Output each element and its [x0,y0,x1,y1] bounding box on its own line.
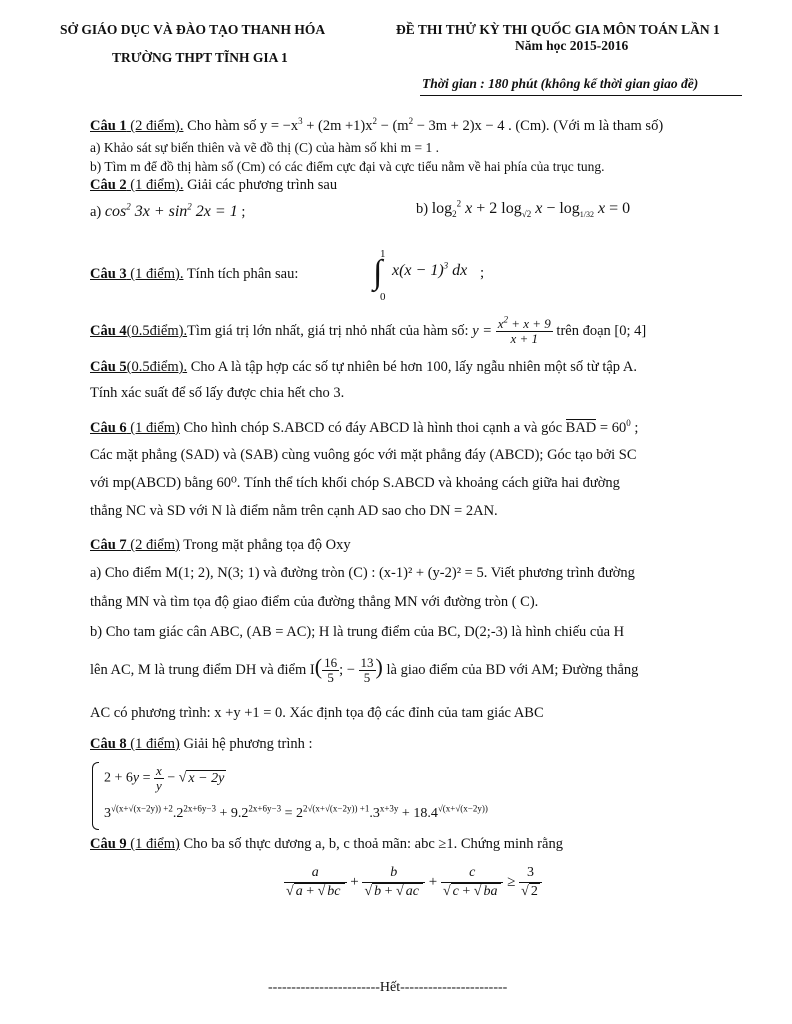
school-year: Năm học 2015-2016 [515,38,629,53]
q1-fn-var: (Cm). [515,118,550,134]
q7-a-line1: a) Cho điểm M(1; 2), N(3; 1) và đường tròn (C) : (x-1)² + (y-2)² = 5. Viết phương trình đường [90,565,635,581]
q7-b-line2 [90,656,638,685]
q7-b2-post: là giao điểm của BD với AM; Đường thẳng [386,662,639,678]
q7-a-line2: thẳng MN và tìm tọa độ giao điểm của đường thẳng MN với đường tròn ( C). [90,594,539,610]
school-name: TRƯỜNG THPT TĨNH GIA 1 [112,50,288,65]
q1-label: Câu 1 [90,118,127,134]
q8-equation-2: $3^{√(x+√(x-2y)) +2}.2^{2x+6y-3} + 9.2^{2x+6y-3} = 2^{2√(x+√(x-2y)) +1}.3^{x+3y} + 18.4^{√(x+√(x-2y))}$ [104,803,488,821]
q2a-equation: $\cos^2 3x + \sin^2 2x = 1$ [104,201,238,220]
q7-point-i: I( $\frac{16}{5}$ ; − $\frac{13}{5}$ ) [309,654,383,686]
q7-b-line3: AC có phương trình: x +y +1 = 0. Xác định tọa độ các đỉnh của tam giác ABC [90,705,544,721]
q3-upper-limit: 1 [380,248,386,260]
q4-range: trên đoạn [0; 4] [552,322,647,339]
q6-label: Câu 6 [90,420,127,436]
q6-line1: Cho hình chóp S.ABCD có đáy ABCD là hình thoi cạnh a và góc [179,420,566,436]
q5-label: Câu 5 [90,359,127,375]
q3-text: Tính tích phân sau: [183,266,299,282]
q2-text: Giải các phương trình sau [183,177,338,193]
q8-equation-1: 2 + 6y = $\frac{x}{y}$ − √ x − 2y [104,763,225,793]
q6-angle: BAD = $60^0$ ; [565,418,639,436]
question-7 [90,535,351,556]
q2b-label: b) [416,201,429,217]
school-department: SỞ GIÁO DỤC VÀ ĐÀO TẠO THANH HÓA [60,22,326,37]
q1-note: (Với m là tham số) [549,118,664,134]
q4-text: Tìm giá trị lớn nhất, giá trị nhỏ nhất của hàm số: [187,322,473,339]
q1-text: Cho hàm số [183,118,260,134]
q4-function: y = $\frac{x^2 + x + 9}{x + 1}$ [472,314,551,346]
q3-points: (1 điểm). [126,266,184,282]
q9-label: Câu 9 [90,836,127,852]
question-3 [90,264,298,285]
exam-time: Thời gian : 180 phút (không kể thời gian giao đề) [422,76,699,91]
q1-part-b: b) Tìm m để đồ thị hàm số (Cm) có các điểm cực đại và cực tiểu nằm về hai phía của trục tung. [90,159,605,174]
q8-points: (1 điểm) [126,736,180,752]
q4-points: (0.5điểm). [126,322,188,339]
question-6 [90,418,638,439]
q8-text: Giải hệ phương trình : [179,736,313,752]
q6-line3: với mp(ABCD) bằng 60⁰. Tính thể tích khối chóp S.ABCD và khoảng cách giữa hai đường [90,475,620,491]
q7-b-line1: b) Cho tam giác cân ABC, (AB = AC); H là trung điểm của BC, D(2;-3) là hình chiếu của H [90,624,625,640]
question-2 [90,175,337,196]
q2a-label: a) [90,204,102,220]
q1-points: (2 điểm). [126,118,184,134]
question-4 [90,314,647,346]
q7-points: (2 điểm) [126,537,180,553]
system-brace [92,762,99,830]
integral-icon: ∫ [373,254,383,291]
question-9 [90,834,563,855]
q2-points: (1 điểm). [126,177,184,193]
q7-label: Câu 7 [90,537,127,553]
q8-label: Câu 8 [90,736,127,752]
exam-title: ĐỀ THI THỬ KỲ THI QUỐC GIA MÔN TOÁN LẦN 1 [396,22,720,37]
q5-line1: Cho A là tập hợp các số tự nhiên bé hơn 100, lấy ngẫu nhiên một số từ tập A. [187,359,637,375]
q6-points: (1 điểm) [126,420,180,436]
q5-points: (0.5điểm). [126,359,188,375]
q4-label: Câu 4 [90,322,127,339]
q6-line4: thẳng NC và SD với N là điểm nằm trên cạnh AD sao cho DN = 2AN. [90,503,498,519]
question-5 [90,357,637,378]
q1-function: $y = -x^3 + (2m +1)x^2 - (m^2 - 3m + 2)x - 4$ . [259,116,516,134]
q2b-equation: $\log_2^2 x + 2$ $\log_{√2} x - \log_{1/32} x = 0$ [431,198,631,220]
q7-b2-pre: lên AC, M là trung điểm DH và điểm [90,662,310,678]
question-8 [90,734,313,755]
q3-label: Câu 3 [90,266,127,282]
q3-lower-limit: 0 [380,291,386,303]
q9-text: Cho ba số thực dương a, b, c thoả mãn: abc ≥1. Chứng minh rằng [179,836,563,852]
q9-inequality: $\frac{a}{√ a + √ bc}$ + $\frac{b}{√ b + √ ac}$ + $\frac{c}{√ c + √ ba}$ ≥ $\frac{3}{√ 2}$ [284,864,542,901]
footer-end: ------------------------Hết----------------------- [268,980,508,995]
question-1 [90,116,663,137]
q7-text: Trong mặt phẳng tọa độ Oxy [179,537,351,553]
q3-integrand: $x(x - 1)^3$ dx [392,260,468,279]
q2-part-b [416,198,630,220]
q3-semicolon: ; [480,265,485,281]
q1-part-a: a) Khảo sát sự biến thiên và vẽ đồ thị (C) của hàm số khi m = 1 . [90,140,439,155]
header-rule [420,95,742,96]
q5-line2: Tính xác suất để số lấy được chia hết cho 3. [90,385,345,401]
q2-label: Câu 2 [90,177,127,193]
q6-line2: Các mặt phẳng (SAD) và (SAB) cùng vuông góc với mặt phẳng đáy (ABCD); Góc tạo bởi SC [90,447,637,463]
q2-part-a: a) $\cos^2 3x + \sin^2 2x = 1$ ; [90,201,246,220]
q9-points: (1 điểm) [126,836,180,852]
